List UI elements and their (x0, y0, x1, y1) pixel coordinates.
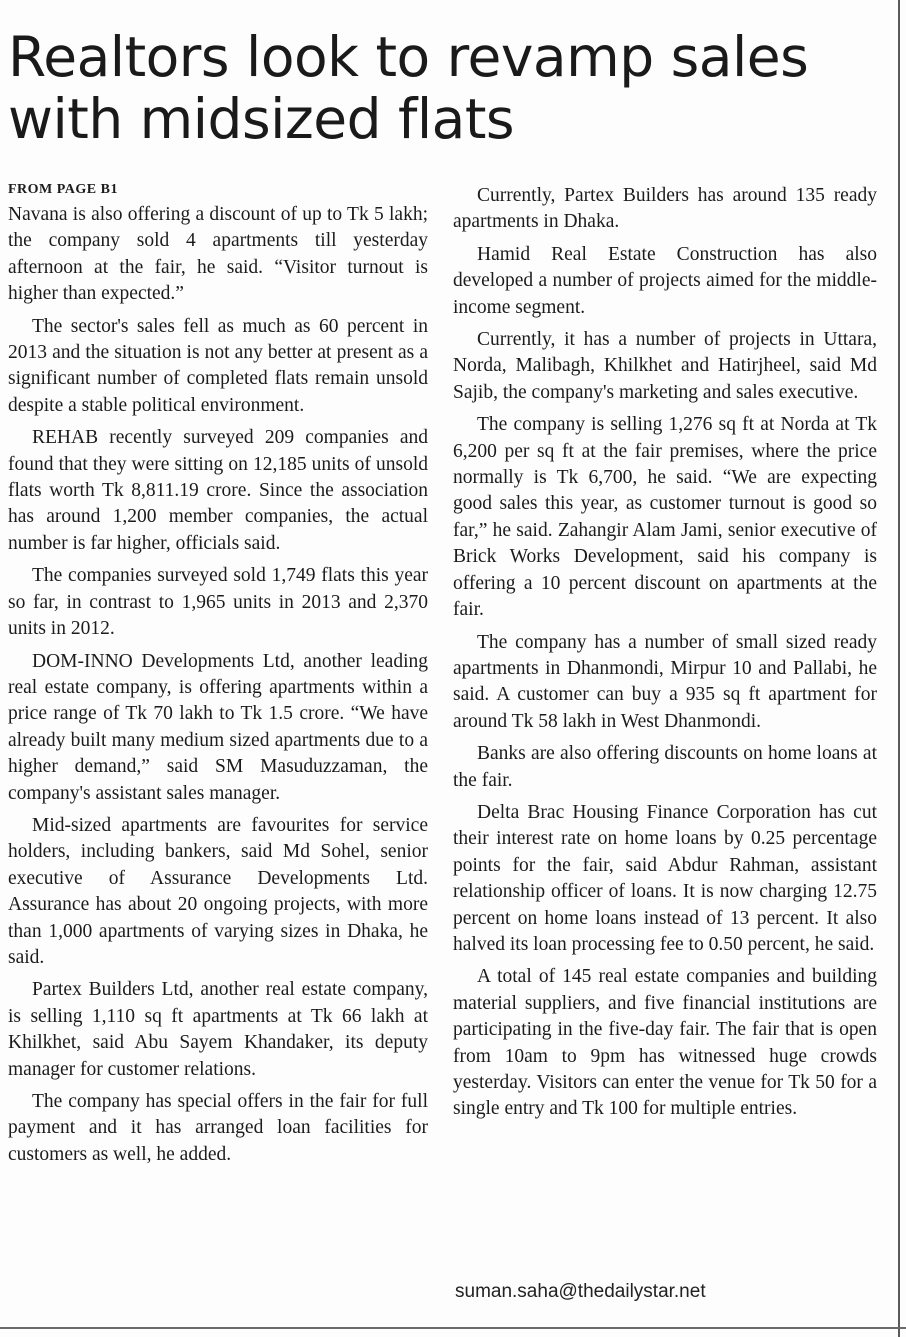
paragraph: Partex Builders Ltd, another real estate company, is selling 1,110 sq ft apartments at Tk 66 lakh at Khilkhet, said Abu Sayem Khandaker, its deputy manager for customer relations. (8, 979, 428, 1080)
paragraph: Mid-sized apartments are favourites for service holders, including bankers, said Md Sohel, senior executive of Assurance Developments Ltd. Assurance has about 20 ongoing projects, with more than 1,000 apartments of varying sizes in Dhaka, he said. (8, 814, 428, 968)
paragraph: A total of 145 real estate companies and building material suppliers, and five financial institutions are participating in the five-day fair. The fair that is open from 10am to 9pm has witnessed huge crowds yesterday. Visitors can enter the venue for Tk 50 for a single entry and Tk 100 for multiple entries. (453, 966, 877, 1120)
author-email[interactable]: suman.saha@thedailystar.net (455, 1281, 706, 1302)
left-column (8, 180, 428, 1174)
paragraph: The company has special offers in the fair for full payment and it has arranged loan facilities for customers as well, he added. (8, 1091, 428, 1165)
paragraph: Banks are also offering discounts on home loans at the fair. (453, 743, 877, 791)
right-column (453, 183, 877, 1129)
paragraph: The company has a number of small sized ready apartments in Dhanmondi, Mirpur 10 and Pallabi, he said. A customer can buy a 935 sq ft apartment for around Tk 58 lakh in West Dhanmondi. (453, 631, 877, 732)
paragraph: Hamid Real Estate Construction has also developed a number of projects aimed for the middle-income segment. (453, 243, 877, 318)
paragraph: The company is selling 1,276 sq ft at Norda at Tk 6,200 per sq ft at the fair premises, where the price normally is Tk 6,700, he said. “We are expecting good sales this year, as customer turnout is good so far,” he said. Zahangir Alam Jami, senior executive of Brick Works Development, said his company is offering a 10 percent discount on apartments at the fair. (453, 414, 877, 621)
bottom-border-rule (0, 1327, 906, 1329)
paragraph: The sector's sales fell as much as 60 percent in 2013 and the situation is not any better at present as a significant number of completed flats remain unsold despite a stable political environment. (8, 315, 428, 416)
continued-from-label: FROM PAGE B1 (8, 182, 118, 197)
paragraph: DOM-INNO Developments Ltd, another leading real estate company, is offering apartments within a price range of Tk 70 lakh to Tk 1.5 crore. “We have already built many medium sized apartments due to a higher demand,” said SM Masuduzzaman, the company's assistant sales manager. (8, 650, 428, 804)
paragraph: REHAB recently surveyed 209 companies and found that they were sitting on 12,185 units of unsold flats worth Tk 8,811.19 crore. Since the association has around 1,200 member companies, the actual number is far higher, officials said. (8, 427, 428, 554)
paragraph: Navana is also offering a discount of up to Tk 5 lakh; the company sold 4 apartments till yesterday afternoon at the fair, he said. “Visitor turnout is higher than expected.” (8, 204, 428, 305)
right-border-rule (898, 0, 900, 1337)
paragraph: Delta Brac Housing Finance Corporation has cut their interest rate on home loans by 0.25 percentage points for the fair, said Abdur Rahman, assistant relationship officer of loans. It is now charging 12.75 percent on home loans instead of 13 percent. It also halved its loan processing fee to 0.50 percent, he said. (453, 801, 877, 955)
headline: Realtors look to revamp sales with midsized flats (8, 25, 809, 151)
paragraph: The companies surveyed sold 1,749 flats this year so far, in contrast to 1,965 units in 2013 and 2,370 units in 2012. (8, 565, 428, 640)
paragraph: Currently, Partex Builders has around 135 ready apartments in Dhaka. (453, 185, 877, 233)
paragraph: Currently, it has a number of projects in Uttara, Norda, Malibagh, Khilkhet and Hatirjheel, said Md Sajib, the company's marketing and sales executive. (453, 329, 877, 403)
